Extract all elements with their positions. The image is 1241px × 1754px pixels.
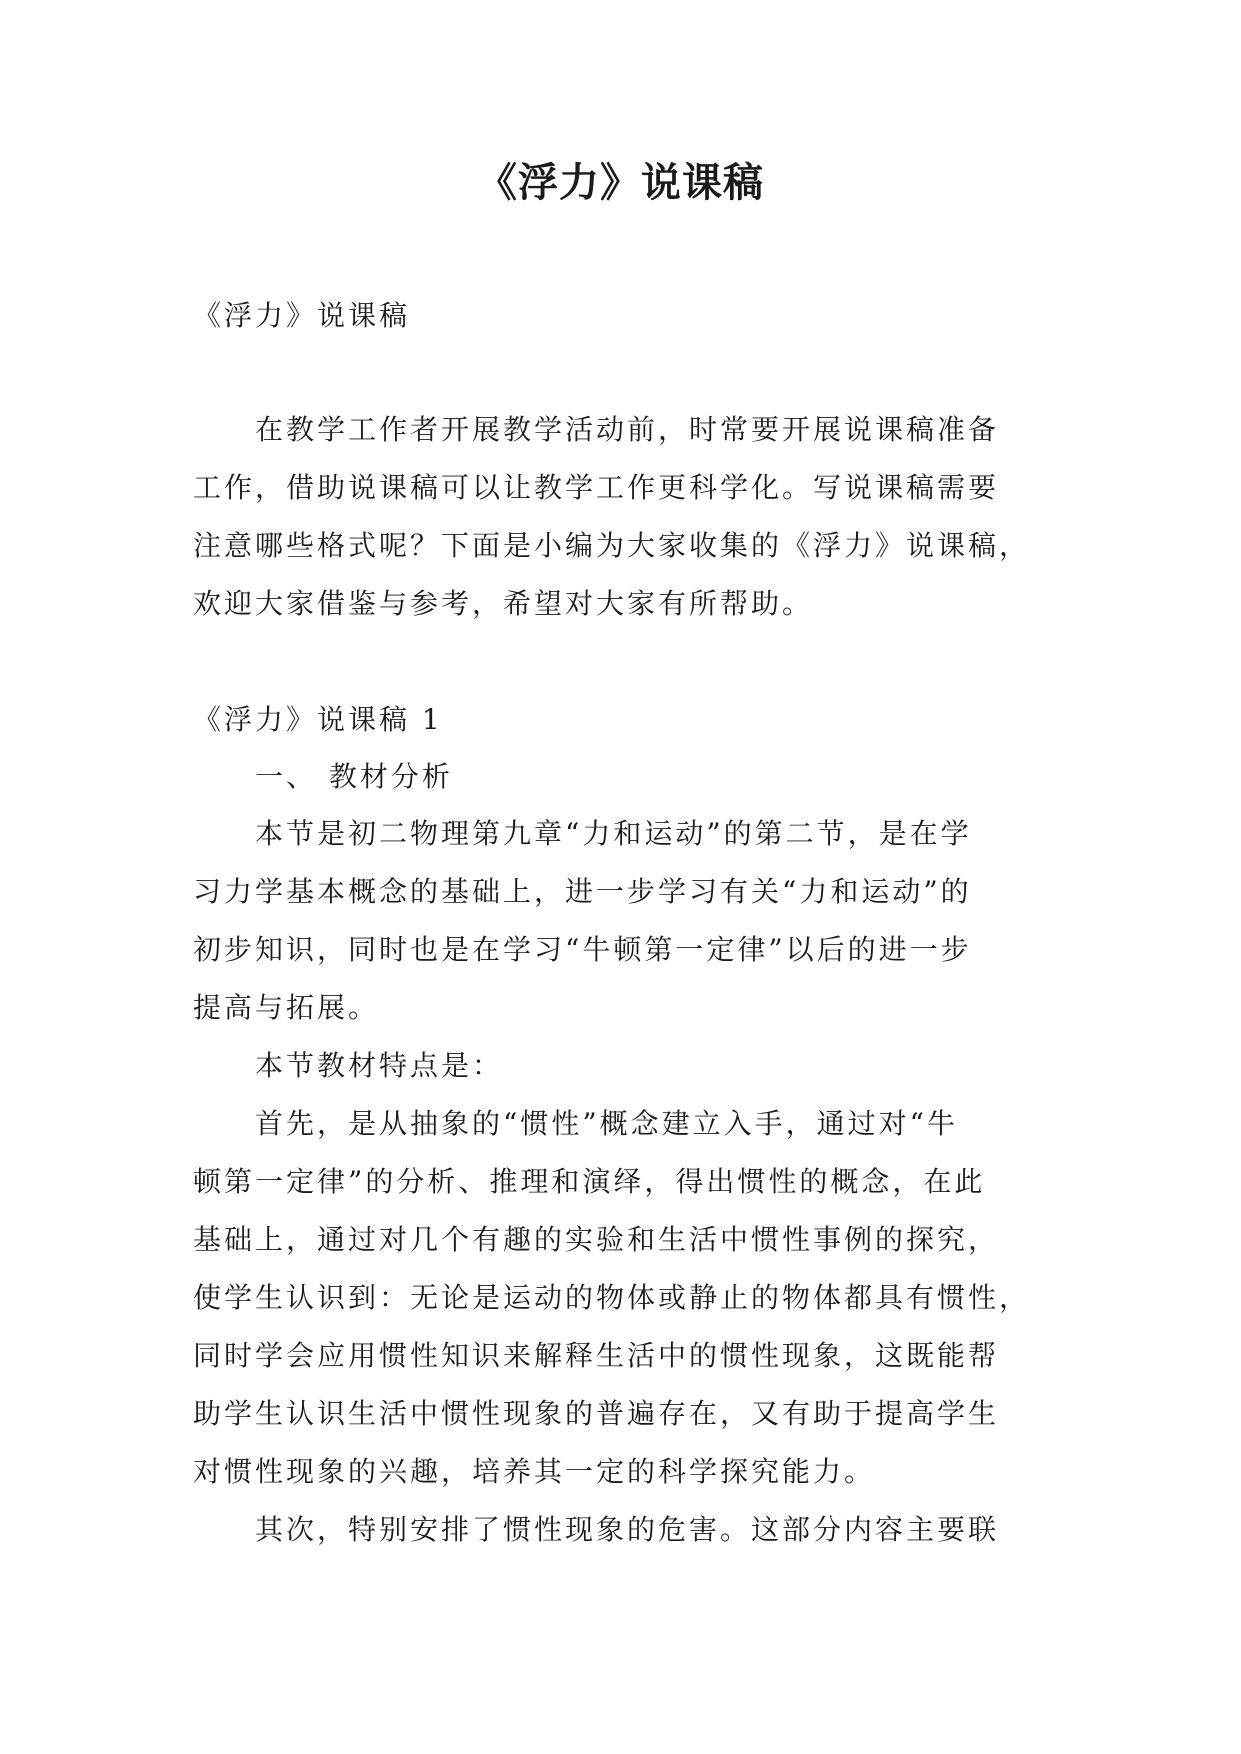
paragraph-line: 助学生认识生活中惯性现象的普遍存在，又有助于提高学生 — [193, 1397, 1000, 1430]
paragraph-line: 工作，借助说课稿可以让教学工作更科学化。写说课稿需要 — [193, 471, 1000, 504]
doc-subtitle: 《浮力》说课稿 — [193, 299, 411, 332]
paragraph-line: 习力学基本概念的基础上，进一步学习有关“力和运动”的 — [193, 875, 972, 908]
paragraph-line: 欢迎大家借鉴与参考，希望对大家有所帮助。 — [193, 587, 814, 620]
paragraph-line: 其次，特别安排了惯性现象的危害。这部分内容主要联 — [255, 1513, 1000, 1546]
paragraph-line: 注意哪些格式呢？下面是小编为大家收集的《浮力》说课稿， — [193, 529, 1031, 562]
document-title: 《浮力》说课稿 — [477, 159, 764, 206]
paragraph-line: 提高与拓展。 — [193, 991, 380, 1024]
paragraph-line: 初步知识，同时也是在学习“牛顿第一定律”以后的进一步 — [193, 933, 972, 966]
subsection-heading: 一、 教材分析 — [255, 760, 453, 793]
paragraph-line: 对惯性现象的兴趣，培养其一定的科学探究能力。 — [193, 1455, 876, 1488]
paragraph-line: 同时学会应用惯性知识来解释生活中的惯性现象，这既能帮 — [193, 1339, 1000, 1372]
paragraph-line: 顿第一定律”的分析、推理和演绎，得出惯性的概念，在此 — [193, 1165, 986, 1198]
paragraph-line: 基础上，通过对几个有趣的实验和生活中惯性事例的探究， — [193, 1223, 1000, 1256]
paragraph-line: 在教学工作者开展教学活动前，时常要开展说课稿准备 — [255, 413, 1000, 446]
paragraph-line: 本节是初二物理第九章“力和运动”的第二节，是在学 — [255, 817, 972, 850]
paragraph-line: 首先，是从抽象的“惯性”概念建立入手，通过对“牛 — [255, 1107, 958, 1140]
paragraph-line: 使学生认识到：无论是运动的物体或静止的物体都具有惯性， — [193, 1281, 1031, 1314]
paragraph-line: 本节教材特点是： — [255, 1049, 504, 1082]
section-heading: 《浮力》说课稿 1 — [193, 703, 443, 736]
